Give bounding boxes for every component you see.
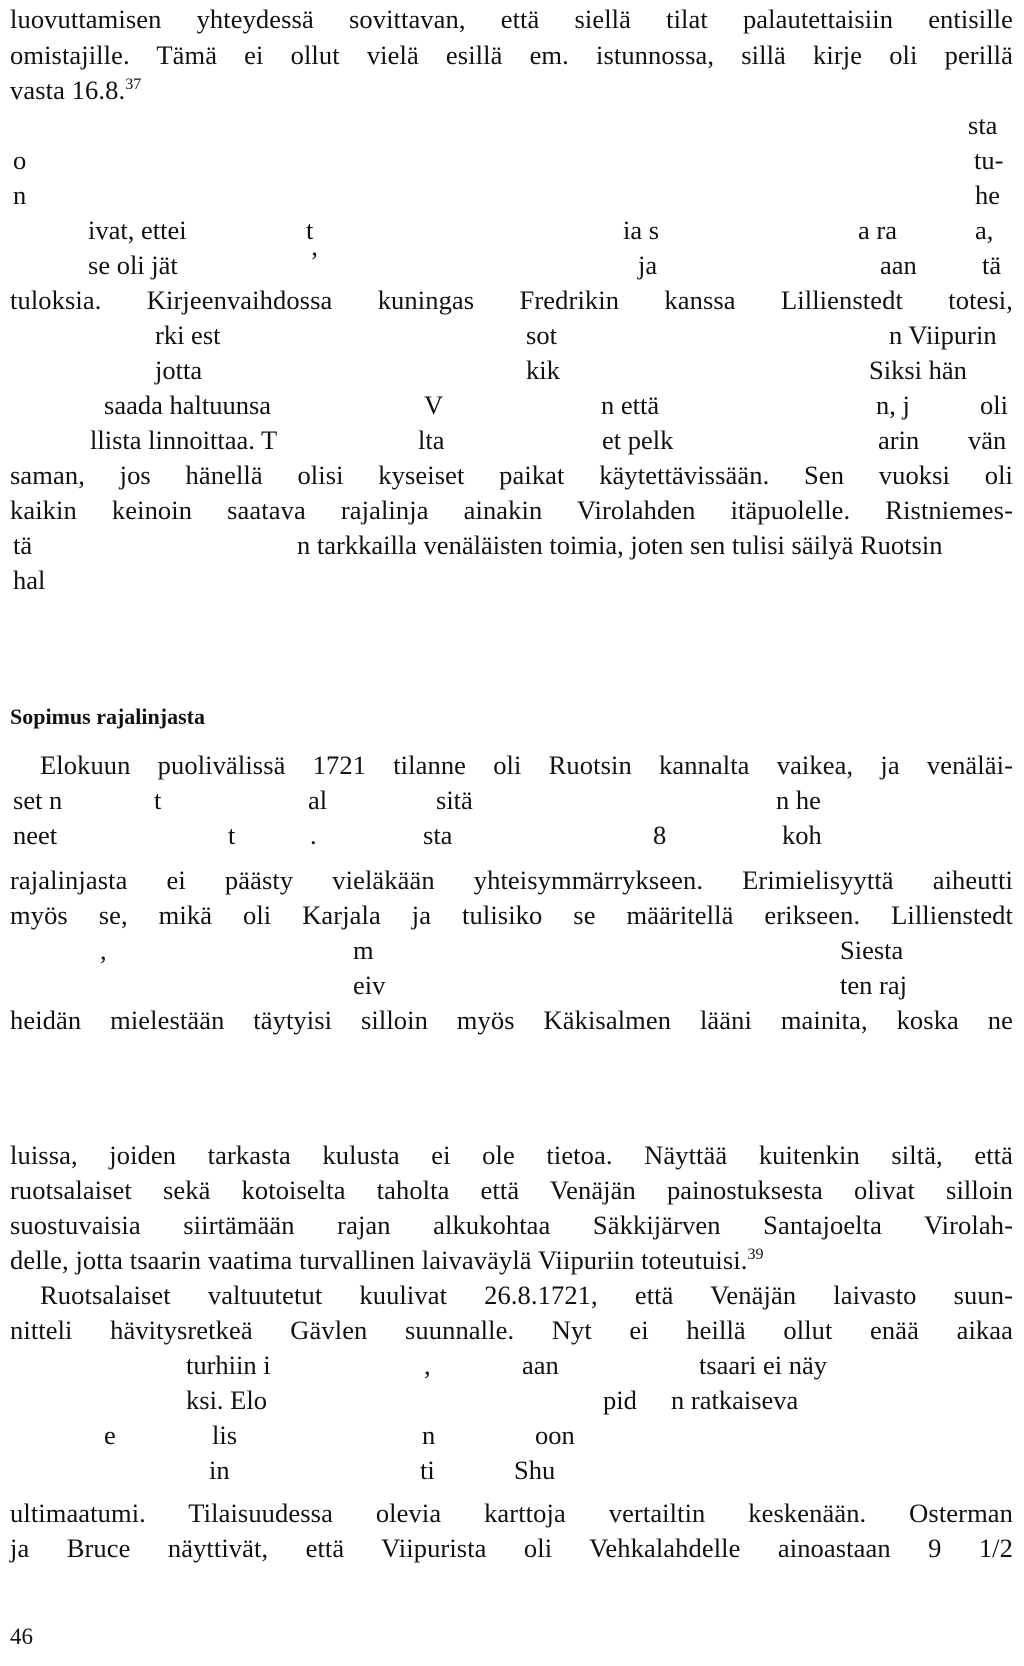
page-number: 46 bbox=[10, 1624, 33, 1649]
text-fragment: sta bbox=[968, 110, 998, 140]
text-fragment: o bbox=[13, 145, 27, 175]
text-fragment: t bbox=[154, 785, 162, 815]
text-line: Ruotsalaiset valtuutetut kuulivat 26.8.1721, että Venäjän laivasto suun- bbox=[40, 1280, 1013, 1310]
text-fragment: n Viipurin bbox=[889, 320, 997, 350]
text-fragment: n ratkaiseva bbox=[671, 1385, 799, 1415]
text-fragment: vasta 16.8. bbox=[10, 75, 126, 105]
text-fragment: V bbox=[424, 390, 444, 420]
text-fragment: delle, jotta tsaarin vaatima turvallinen laivaväylä Viipuriin toteutuisi. bbox=[10, 1245, 748, 1275]
text-line bbox=[10, 73, 1013, 107]
text-fragment: a ra bbox=[858, 215, 897, 245]
text-line: kaikin keinoin saatava rajalinja ainakin Virolahden itäpuolelle. Ristniemes- bbox=[10, 495, 1013, 525]
text-line: ruotsalaiset sekä kotoiselta taholta että Venäjän painostuksesta olivat silloin bbox=[10, 1175, 1013, 1205]
text-fragment: in bbox=[209, 1455, 230, 1485]
text-line: nitteli hävitysretkeä Gävlen suunnalle. Nyt ei heillä ollut enää aikaa bbox=[10, 1315, 1013, 1345]
footnote-marker: 37 bbox=[125, 76, 142, 93]
text-line: luovuttamisen yhteydessä sovittavan, että siellä tilat palautettaisiin entisille bbox=[10, 4, 1013, 34]
text-line: tuloksia. Kirjeenvaihdossa kuningas Fredrikin kanssa Lillienstedt totesi, bbox=[10, 285, 1013, 315]
text-fragment: vän bbox=[968, 425, 1007, 455]
text-fragment: tä bbox=[13, 530, 33, 560]
text-fragment: aan bbox=[522, 1350, 559, 1380]
text-fragment: turhiin i bbox=[186, 1350, 271, 1380]
text-fragment: n he bbox=[776, 785, 821, 815]
text-fragment: al bbox=[308, 785, 328, 815]
text-fragment: eiv bbox=[353, 970, 386, 1000]
text-fragment: oon bbox=[535, 1420, 575, 1450]
text-fragment: lta bbox=[418, 425, 445, 455]
text-fragment: t bbox=[228, 820, 236, 850]
text-fragment: neet bbox=[13, 820, 58, 850]
text-fragment: n bbox=[422, 1420, 436, 1450]
footnote-marker: 39 bbox=[747, 1246, 764, 1263]
text-fragment: sta bbox=[423, 820, 453, 850]
text-fragment: jotta bbox=[155, 355, 203, 385]
text-fragment: tu- bbox=[974, 145, 1004, 175]
text-fragment: t bbox=[306, 215, 314, 245]
text-fragment: n, j bbox=[876, 390, 910, 420]
text-fragment: lis bbox=[212, 1420, 238, 1450]
text-fragment: sot bbox=[526, 320, 557, 350]
text-fragment: tsaari ei näy bbox=[699, 1350, 828, 1380]
text-fragment: Shu bbox=[514, 1455, 556, 1485]
text-fragment: llista linnoittaa. T bbox=[90, 425, 278, 455]
text-fragment: oli bbox=[980, 390, 1008, 420]
text-line: suostuvaisia siirtämään rajan alkukohtaa Säkkijärven Santajoelta Virolah- bbox=[10, 1210, 1013, 1240]
text-line: Elokuun puolivälissä 1721 tilanne oli Ruotsin kannalta vaikea, ja venäläi- bbox=[40, 750, 1013, 780]
text-fragment: koh bbox=[782, 820, 822, 850]
text-fragment: hal bbox=[13, 565, 46, 595]
text-line: saman, jos hänellä olisi kyseiset paikat käytettävissään. Sen vuoksi oli bbox=[10, 460, 1013, 490]
text-line: ja Bruce näyttivät, että Viipurista oli Vehkalahdelle ainoastaan 9 1/2 bbox=[10, 1533, 1013, 1563]
text-fragment: 8 bbox=[653, 820, 667, 850]
text-fragment: se oli jät bbox=[88, 250, 178, 280]
text-line: heidän mielestään täytyisi silloin myös Käkisalmen lääni mainita, koska ne bbox=[10, 1005, 1013, 1035]
text-fragment: ten raj bbox=[840, 970, 907, 1000]
text-fragment: tä bbox=[982, 250, 1002, 280]
text-fragment: , bbox=[100, 935, 107, 965]
text-fragment: arin bbox=[878, 425, 920, 455]
text-fragment: et pelk bbox=[602, 425, 674, 455]
text-line bbox=[10, 1243, 1013, 1277]
text-line: ultimaatumi. Tilaisuudessa olevia karttoja vertailtin keskenään. Osterman bbox=[10, 1498, 1013, 1528]
text-fragment: m bbox=[353, 935, 374, 965]
text-fragment: ivat, ettei bbox=[88, 215, 187, 245]
text-fragment: pid bbox=[603, 1385, 637, 1415]
text-fragment: ja bbox=[638, 250, 658, 280]
text-line: rajalinjasta ei päästy vieläkään yhteisymmärrykseen. Erimielisyyttä aiheutti bbox=[10, 865, 1013, 895]
text-fragment: ksi. Elo bbox=[186, 1385, 267, 1415]
text-line: luissa, joiden tarkasta kulusta ei ole tietoa. Näyttää kuitenkin siltä, että bbox=[10, 1140, 1013, 1170]
text-fragment: set n bbox=[13, 785, 63, 815]
text-fragment: , bbox=[424, 1350, 431, 1380]
text-fragment: he bbox=[975, 180, 1001, 210]
text-fragment: ti bbox=[420, 1455, 435, 1485]
text-fragment: saada haltuunsa bbox=[104, 390, 272, 420]
text-fragment: n bbox=[13, 180, 27, 210]
text-fragment: sitä bbox=[436, 785, 473, 815]
text-line: myös se, mikä oli Karjala ja tulisiko se määritellä erikseen. Lillienstedt bbox=[10, 900, 1013, 930]
text-fragment: rki est bbox=[155, 320, 221, 350]
text-fragment: Siesta bbox=[840, 935, 904, 965]
text-fragment: ia s bbox=[623, 215, 660, 245]
text-fragment: . bbox=[310, 820, 317, 850]
text-line: omistajille. Tämä ei ollut vielä esillä em. istunnossa, sillä kirje oli perillä bbox=[10, 40, 1013, 70]
text-fragment: n että bbox=[601, 390, 660, 420]
text-fragment: a, bbox=[975, 215, 994, 245]
text-fragment: e bbox=[104, 1420, 116, 1450]
section-heading: Sopimus rajalinjasta bbox=[10, 704, 205, 729]
text-fragment: kik bbox=[526, 355, 560, 385]
text-fragment: n tarkkailla venäläisten toimia, joten sen tulisi säilyä Ruotsin bbox=[297, 530, 943, 560]
text-fragment: aan bbox=[880, 250, 917, 280]
text-fragment: Siksi hän bbox=[869, 355, 967, 385]
text-fragment: ’ bbox=[310, 246, 319, 276]
